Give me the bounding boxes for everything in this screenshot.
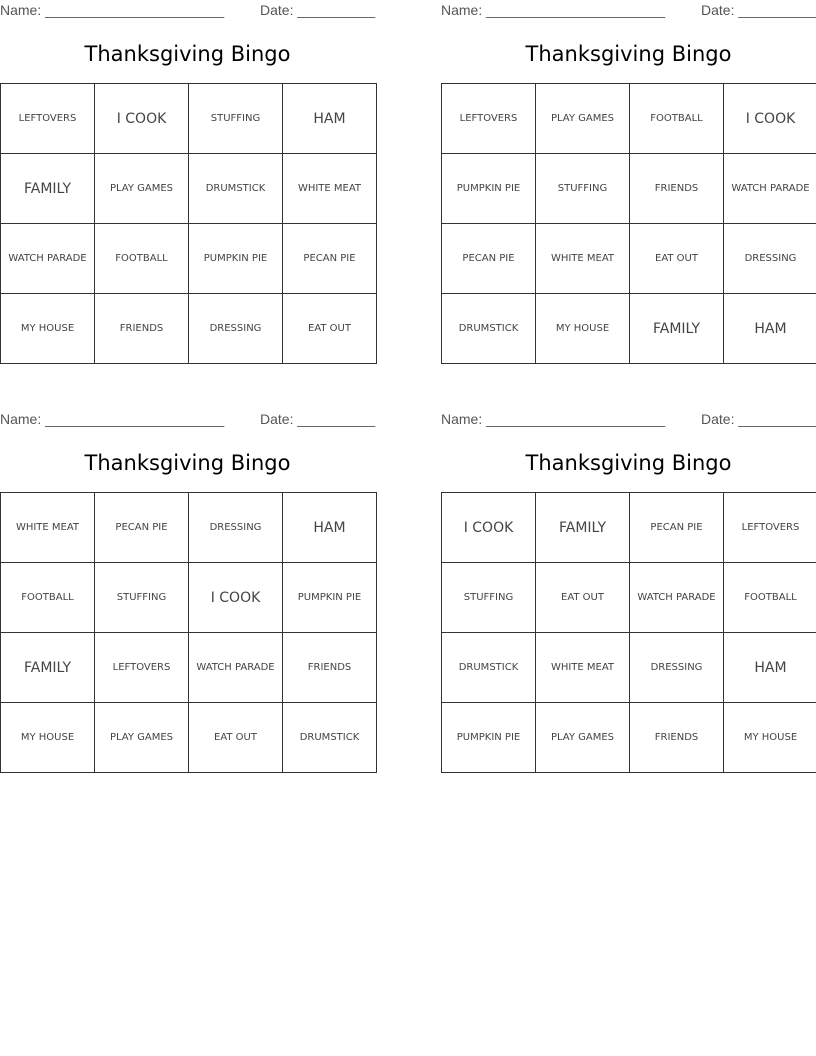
bingo-cell: DRUMSTICK [189, 154, 283, 224]
date-field-label: Date: __________ [260, 2, 376, 18]
bingo-cell: FRIENDS [630, 154, 724, 224]
card-header [0, 0, 375, 22]
bingo-row [442, 703, 816, 773]
card-title: Thanksgiving Bingo [525, 42, 732, 66]
bingo-cell: HAM [283, 84, 377, 154]
bingo-cell: MY HOUSE [536, 294, 630, 364]
bingo-cell: PECAN PIE [95, 493, 189, 563]
bingo-row [442, 633, 816, 703]
bingo-cell: FOOTBALL [724, 563, 816, 633]
bingo-cell: EAT OUT [630, 224, 724, 294]
bingo-cell: EAT OUT [536, 563, 630, 633]
bingo-grid [441, 83, 816, 364]
bingo-cell: FAMILY [1, 154, 95, 224]
bingo-cell: PECAN PIE [442, 224, 536, 294]
bingo-cell: WHITE MEAT [283, 154, 377, 224]
bingo-cell: WHITE MEAT [536, 633, 630, 703]
bingo-grid [0, 492, 377, 773]
card-title: Thanksgiving Bingo [84, 42, 291, 66]
bingo-cell: PLAY GAMES [536, 703, 630, 773]
card-header [441, 0, 816, 22]
bingo-card-3 [0, 409, 376, 743]
bingo-cell: MY HOUSE [1, 294, 95, 364]
bingo-cell: PUMPKIN PIE [283, 563, 377, 633]
bingo-grid [441, 492, 816, 773]
bingo-cell: DRUMSTICK [442, 633, 536, 703]
bingo-cell: LEFTOVERS [1, 84, 95, 154]
bingo-cell: DRESSING [630, 633, 724, 703]
date-field-label: Date: __________ [701, 2, 816, 18]
bingo-cell: FOOTBALL [95, 224, 189, 294]
name-field-label: Name: _______________________ [441, 2, 666, 18]
bingo-cell: PECAN PIE [630, 493, 724, 563]
bingo-cell: DRESSING [724, 224, 816, 294]
card-header [0, 409, 375, 431]
bingo-cell: I COOK [189, 563, 283, 633]
bingo-cell: HAM [724, 294, 816, 364]
bingo-cell: PUMPKIN PIE [189, 224, 283, 294]
bingo-cell: DRESSING [189, 294, 283, 364]
card-title: Thanksgiving Bingo [84, 451, 291, 475]
bingo-cell: I COOK [724, 84, 816, 154]
bingo-row [442, 493, 816, 563]
bingo-cell: PLAY GAMES [95, 703, 189, 773]
bingo-cell: FRIENDS [95, 294, 189, 364]
bingo-cell: HAM [724, 633, 816, 703]
bingo-cell: DRUMSTICK [283, 703, 377, 773]
name-field-label: Name: _______________________ [0, 411, 225, 427]
bingo-row [1, 294, 377, 364]
name-field-label: Name: _______________________ [441, 411, 666, 427]
bingo-cell: I COOK [95, 84, 189, 154]
bingo-cell: HAM [283, 493, 377, 563]
bingo-cell: STUFFING [536, 154, 630, 224]
bingo-cell: EAT OUT [283, 294, 377, 364]
bingo-grid [0, 83, 377, 364]
bingo-cell: FRIENDS [283, 633, 377, 703]
bingo-cell: EAT OUT [189, 703, 283, 773]
bingo-cell: STUFFING [95, 563, 189, 633]
bingo-cell: MY HOUSE [724, 703, 816, 773]
bingo-row [442, 563, 816, 633]
bingo-cell: WATCH PARADE [1, 224, 95, 294]
bingo-cell: PECAN PIE [283, 224, 377, 294]
bingo-cell: PLAY GAMES [536, 84, 630, 154]
bingo-card-4 [441, 409, 816, 743]
bingo-row [1, 493, 377, 563]
bingo-cell: FRIENDS [630, 703, 724, 773]
bingo-card-1 [0, 0, 376, 334]
bingo-row [1, 154, 377, 224]
bingo-cell: I COOK [442, 493, 536, 563]
bingo-row [442, 294, 816, 364]
bingo-cell: DRUMSTICK [442, 294, 536, 364]
bingo-cell: WATCH PARADE [724, 154, 816, 224]
bingo-cell: PLAY GAMES [95, 154, 189, 224]
bingo-row [1, 633, 377, 703]
bingo-cell: PUMPKIN PIE [442, 703, 536, 773]
date-field-label: Date: __________ [701, 411, 816, 427]
card-title: Thanksgiving Bingo [525, 451, 732, 475]
bingo-cell: STUFFING [442, 563, 536, 633]
bingo-card-2 [441, 0, 816, 337]
bingo-cell: WATCH PARADE [630, 563, 724, 633]
bingo-cell: DRESSING [189, 493, 283, 563]
date-field-label: Date: __________ [260, 411, 376, 427]
bingo-cell: LEFTOVERS [724, 493, 816, 563]
bingo-cell: LEFTOVERS [95, 633, 189, 703]
bingo-cell: WATCH PARADE [189, 633, 283, 703]
name-field-label: Name: _______________________ [0, 2, 225, 18]
bingo-cell: MY HOUSE [1, 703, 95, 773]
card-header [441, 409, 816, 431]
bingo-row [442, 154, 816, 224]
bingo-cell: FOOTBALL [630, 84, 724, 154]
bingo-row [1, 84, 377, 154]
bingo-row [442, 224, 816, 294]
bingo-row [1, 563, 377, 633]
bingo-cell: FOOTBALL [1, 563, 95, 633]
bingo-cell: FAMILY [630, 294, 724, 364]
bingo-cell: FAMILY [1, 633, 95, 703]
bingo-row [1, 224, 377, 294]
bingo-cell: STUFFING [189, 84, 283, 154]
bingo-cell: PUMPKIN PIE [442, 154, 536, 224]
bingo-cell: WHITE MEAT [1, 493, 95, 563]
bingo-row [442, 84, 816, 154]
bingo-row [1, 703, 377, 773]
bingo-cell: WHITE MEAT [536, 224, 630, 294]
bingo-cell: LEFTOVERS [442, 84, 536, 154]
bingo-cell: FAMILY [536, 493, 630, 563]
